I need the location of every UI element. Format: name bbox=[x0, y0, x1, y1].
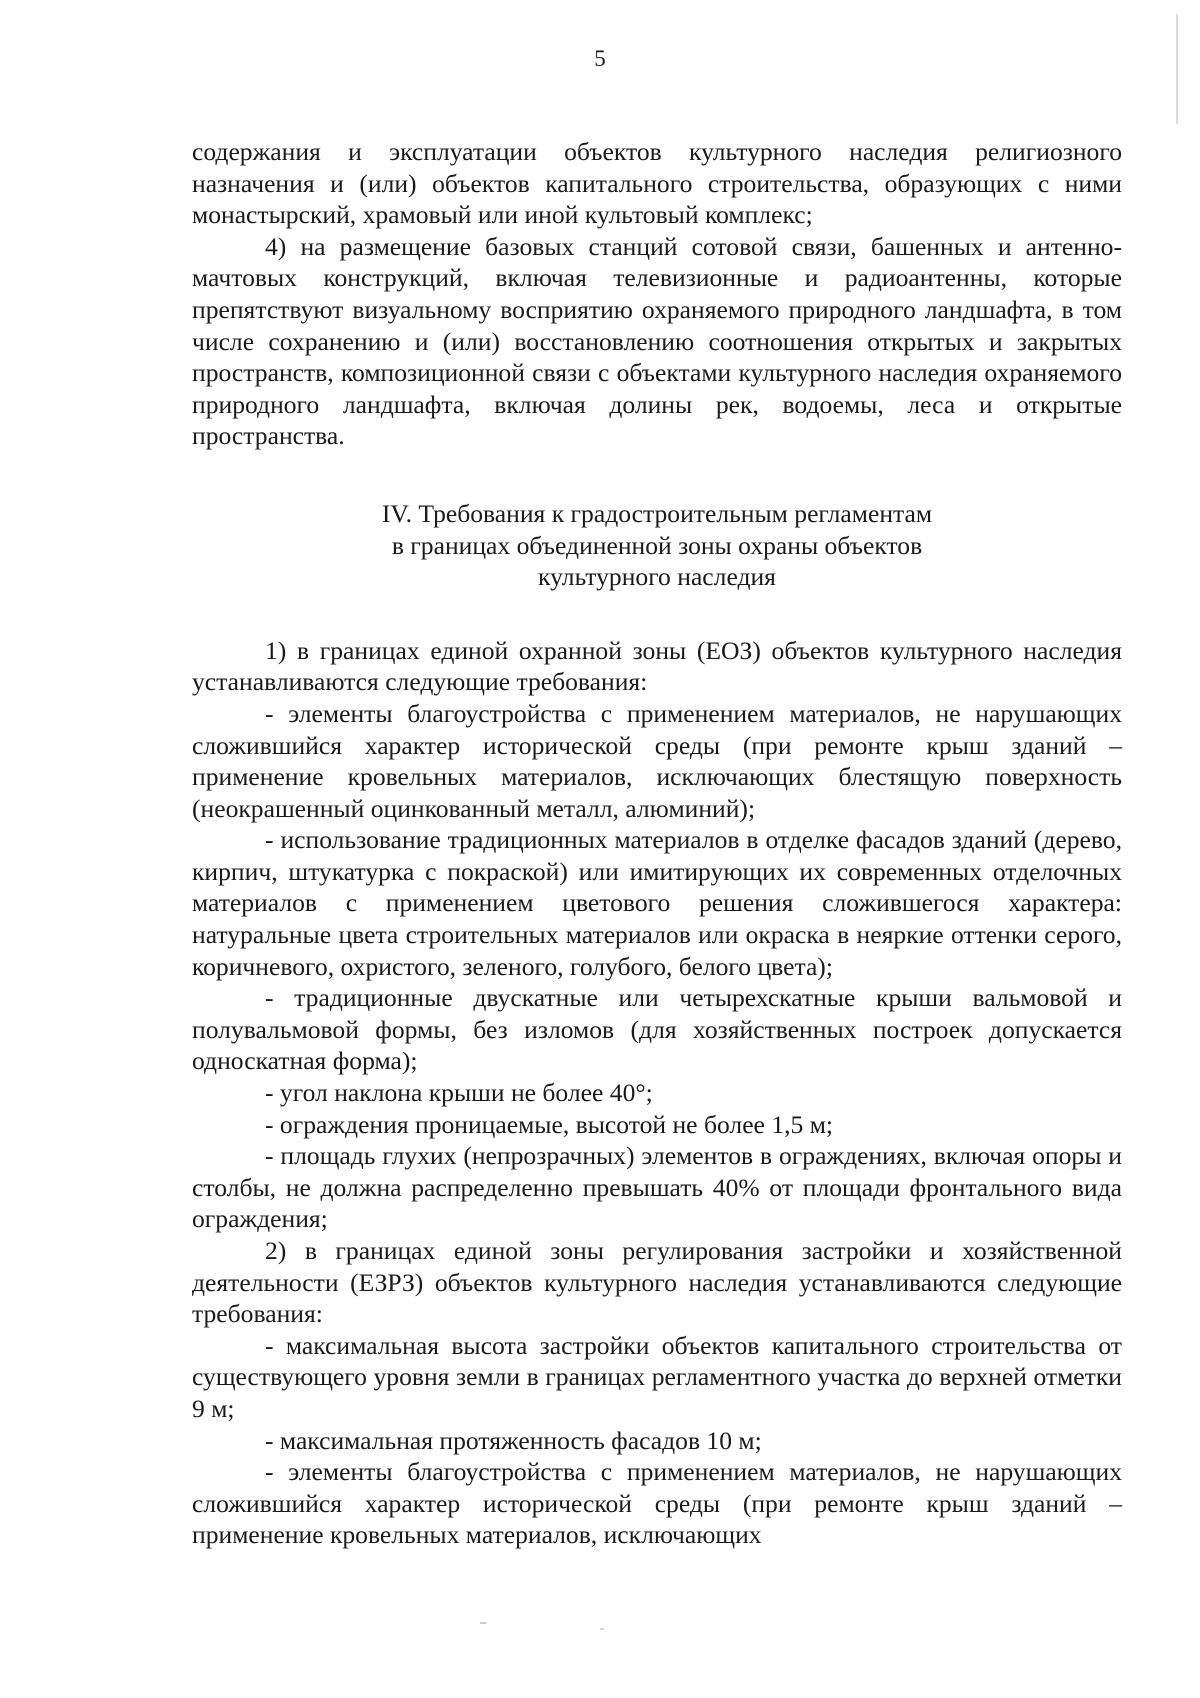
paragraph-eoz-item: - угол наклона крыши не более 40°; bbox=[265, 1078, 653, 1108]
paragraph-ezrz-item: - максимальная протяженность фасадов 10 м; bbox=[265, 1425, 762, 1455]
section-heading bbox=[192, 498, 1122, 593]
paragraph-ezrz-intro: 2) в границах единой зоны регулирования застройки и хозяйственной деятельности (ЕЗРЗ) объектов культурного наследия устанавливаются следующие требования: bbox=[192, 1236, 1122, 1329]
page-number: 5 bbox=[594, 46, 606, 71]
scan-edge-mark bbox=[1176, 14, 1178, 124]
paragraph-eoz-item: - ограждения проницаемые, высотой не более 1,5 м; bbox=[265, 1109, 834, 1139]
paragraph-item-4: 4) на размещение базовых станций сотовой связи, башенных и антенно-мачтовых конструкций, включая телевизионные и радиоантенны, которые препятствуют визуальному восприятию охраняемого природного ландшафта, в том числе сохранению и (или) восстановлению соотношения открытых и закрытых пространств, композиционной связи с объектами культурного наследия охраняемого природного ландшафта, включая долины рек, водоемы, леса и открытые пространства. bbox=[192, 231, 1122, 451]
paragraph-ezrz-item: - элементы благоустройства с применением материалов, не нарушающих сложившийся характер исторической среды (при ремонте крыш зданий – применение кровельных материалов, исключающих bbox=[192, 1457, 1122, 1550]
paragraph-eoz-item: - традиционные двускатные или четырехскатные крыши вальмовой и полувальмовой формы, без изломов (для хозяйственных построек допускается односкатная форма); bbox=[192, 983, 1122, 1076]
paragraph-eoz-intro: 1) в границах единой охранной зоны (ЕОЗ) объектов культурного наследия устанавливаются следующие требования: bbox=[192, 635, 1122, 697]
section-heading-line-1: IV. Требования к градостроительным регламентам bbox=[381, 498, 933, 528]
paragraph-ezrz-item: - максимальная высота застройки объектов капитального строительства от существующего уровня земли в границах регламентного участка до верхней отметки 9 м; bbox=[192, 1330, 1122, 1423]
section-heading-line-3: культурного наследия bbox=[538, 562, 776, 592]
paragraph-continuation: содержания и эксплуатации объектов культурного наследия религиозного назначения и (или) объектов капитального строительства, образующих с ними монастырский, храмовый или иной культовый комплекс; bbox=[192, 137, 1122, 230]
paragraph-eoz-item: - использование традиционных материалов в отделке фасадов зданий (дерево, кирпич, штукатурка с покраской) или имитирующих их современных отделочных материалов с применением цветового решения сложившегося характера: натуральные цвета строительных материалов или окраска в неяркие оттенки серого, коричневого, охристого, зеленого, голубого, белого цвета); bbox=[192, 825, 1122, 981]
document-body bbox=[192, 136, 1122, 1551]
paragraph-eoz-item: - площадь глухих (непрозрачных) элементов в ограждениях, включая опоры и столбы, не должна распределенно превышать 40% от площади фронтального вида ограждения; bbox=[192, 1141, 1122, 1234]
paragraph-eoz-item: - элементы благоустройства с применением материалов, не нарушающих сложившийся характер исторической среды (при ремонте крыш зданий – применение кровельных материалов, исключающих блестящую поверхность (неокрашенный оцинкованный металл, алюминий); bbox=[192, 698, 1122, 823]
section-heading-line-2: в границах объединенной зоны охраны объектов bbox=[391, 530, 923, 560]
scan-dot bbox=[480, 1622, 486, 1624]
scan-dot bbox=[600, 1628, 604, 1630]
